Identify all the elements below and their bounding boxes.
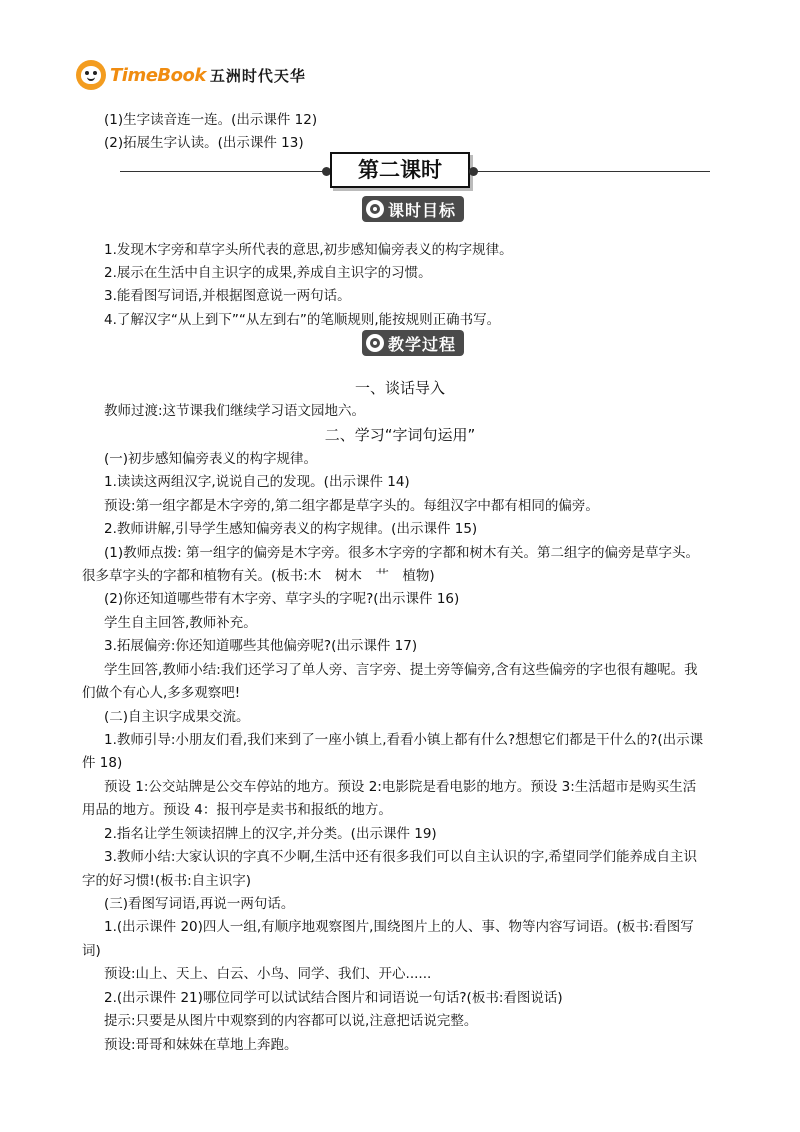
target-icon (366, 334, 384, 352)
paragraph-line: 提示:只要是从图片中观察到的内容都可以说,注意把话说完整。 (104, 1013, 478, 1029)
goal-item: 2.展示在生活中自主识字的成果,养成自主识字的习惯。 (104, 265, 432, 281)
text-line: (2)拓展生字认读。(出示课件 13) (104, 135, 304, 151)
goal-item: 1.发现木字旁和草字头所代表的意思,初步感知偏旁表义的构字规律。 (104, 242, 513, 258)
mascot-icon (76, 60, 106, 90)
target-icon (366, 200, 384, 218)
paragraph-line: 学生自主回答,教师补充。 (104, 615, 257, 631)
text-line: (1)生字读音连一连。(出示课件 12) (104, 112, 318, 128)
section-badge-goals (362, 196, 464, 222)
paragraph-line: 2.指名让学生领读招牌上的汉字,并分类。(出示课件 19) (104, 826, 437, 842)
paragraph-line: 字的好习惯!(板书:自主识字) (82, 873, 251, 889)
paragraph-line: (三)看图写词语,再说一两句话。 (104, 896, 295, 912)
paragraph-line: 1.读读这两组汉字,说说自己的发现。(出示课件 14) (104, 474, 410, 490)
paragraph-line: 1.教师引导:小朋友们看,我们来到了一座小镇上,看看小镇上都有什么?想想它们都是干什么的?(出示课 (104, 732, 704, 748)
paragraph-line: 预设:哥哥和妹妹在草地上奔跑。 (104, 1037, 298, 1053)
goal-item: 4.了解汉字“从上到下”“从左到右”的笔顺规则,能按规则正确书写。 (104, 312, 501, 328)
paragraph-line: 1.(出示课件 20)四人一组,有顺序地观察图片,围绕图片上的人、事、物等内容写词语。(板书:看图写 (104, 919, 694, 935)
paragraph-line: 很多草字头的字都和植物有关。(板书:木 树木 艹 植物) (82, 568, 435, 584)
paragraph-line: 词) (82, 943, 101, 959)
paragraph-line: 预设 1:公交站牌是公交车停站的地方。预设 2:电影院是看电影的地方。预设 3:生活超市是购买生活 (104, 779, 697, 795)
section-badge-process (362, 330, 464, 356)
badge-label: 课时目标 (388, 200, 457, 220)
paragraph-line: 件 18) (82, 755, 123, 771)
paragraph-line: 3.教师小结:大家认识的字真不少啊,生活中还有很多我们可以自主认识的字,希望同学们能养成自主识 (104, 849, 698, 865)
logo-brand-name: TimeBook (110, 64, 206, 86)
paragraph-line: 们做个有心人,多多观察吧! (82, 685, 241, 701)
paragraph-line: (一)初步感知偏旁表义的构字规律。 (104, 451, 318, 467)
paragraph-line: (2)你还知道哪些带有木字旁、草字头的字呢?(出示课件 16) (104, 591, 460, 607)
paragraph-line: (二)自主识字成果交流。 (104, 709, 250, 725)
lesson-title-block (0, 152, 800, 190)
paragraph-line: (1)教师点拨: 第一组字的偏旁是木字旁。很多木字旁的字都和树木有关。第二组字的偏旁是草字头。 (104, 545, 699, 561)
paragraph-line: 预设:山上、天上、白云、小鸟、同学、我们、开心...... (104, 966, 432, 982)
goal-item: 3.能看图写词语,并根据图意说一两句话。 (104, 288, 351, 304)
publisher-logo (76, 58, 306, 92)
paragraph-line: 学生回答,教师小结:我们还学习了单人旁、言字旁、提土旁等偏旁,含有这些偏旁的字也很有趣呢。我 (104, 662, 698, 678)
paragraph-line: 预设:第一组字都是木字旁的,第二组字都是草字头的。每组汉字中都有相同的偏旁。 (104, 498, 599, 514)
paragraph-line: 用品的地方。预设 4：报刊亭是卖书和报纸的地方。 (82, 802, 392, 818)
paragraph-line: 3.拓展偏旁:你还知道哪些其他偏旁呢?(出示课件 17) (104, 638, 418, 654)
lesson-title: 第二课时 (330, 152, 470, 188)
paragraph-line: 2.教师讲解,引导学生感知偏旁表义的构字规律。(出示课件 15) (104, 521, 478, 537)
badge-label: 教学过程 (388, 334, 457, 354)
section-heading: 一、谈话导入 (354, 379, 445, 397)
section-heading: 二、学习“字词句运用” (324, 426, 476, 444)
paragraph-line: 2.(出示课件 21)哪位同学可以试试结合图片和词语说一句话?(板书:看图说话) (104, 990, 563, 1006)
logo-chinese-name: 五洲时代天华 (209, 66, 306, 85)
paragraph-line: 教师过渡:这节课我们继续学习语文园地六。 (104, 403, 366, 419)
